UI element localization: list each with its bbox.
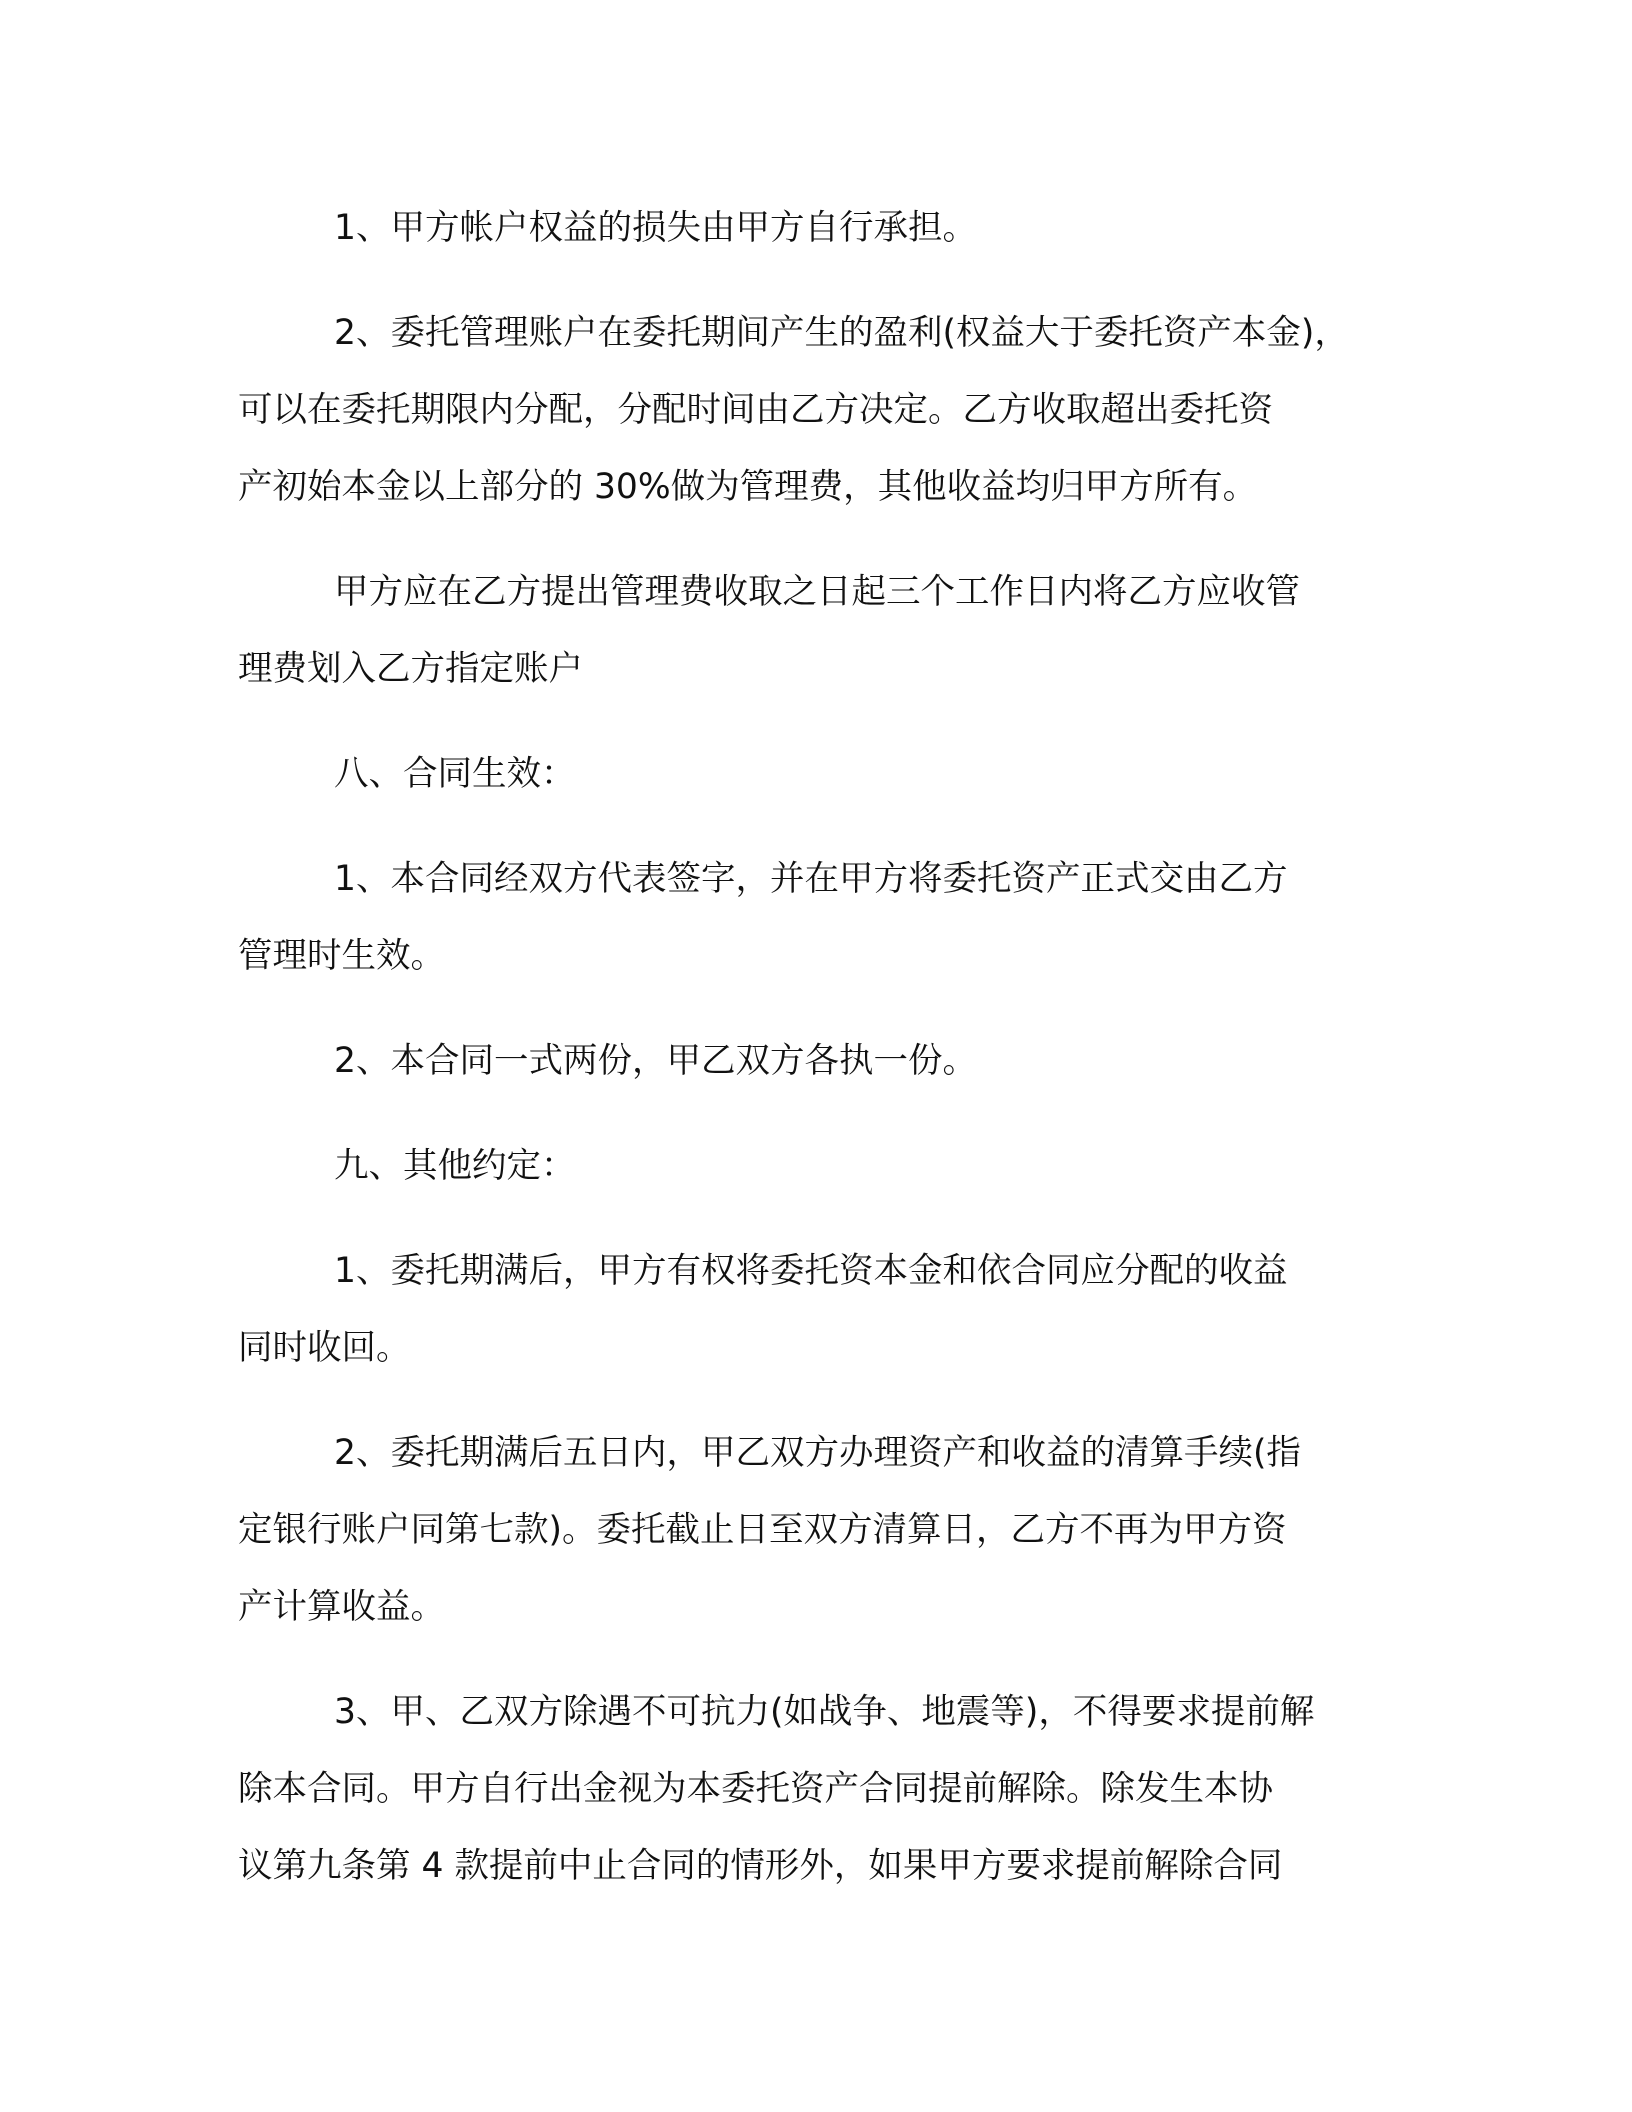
text-line: 理费划入乙方指定账户	[238, 649, 583, 689]
paragraph-3	[238, 554, 1408, 708]
paragraph-10	[238, 1674, 1408, 1905]
text-line: 产计算收益。	[238, 1587, 445, 1627]
paragraph-6	[238, 1023, 1408, 1100]
paragraph-2	[238, 295, 1408, 526]
text-line: 1、委托期满后，甲方有权将委托资本金和依合同应分配的收益	[334, 1251, 1288, 1291]
section-heading-9	[238, 1128, 1408, 1205]
section-heading-8	[238, 736, 1408, 813]
text-line: 除本合同。甲方自行出金视为本委托资产合同提前解除。除发生本协	[238, 1769, 1273, 1809]
text-line: 同时收回。	[238, 1328, 411, 1368]
text-line: 1、本合同经双方代表签字，并在甲方将委托资产正式交由乙方	[334, 859, 1288, 899]
text-line: 八、合同生效：	[334, 754, 576, 794]
paragraph-9	[238, 1415, 1408, 1646]
text-line: 3、甲、乙双方除遇不可抗力(如战争、地震等)，不得要求提前解	[334, 1692, 1315, 1732]
text-line: 可以在委托期限内分配，分配时间由乙方决定。乙方收取超出委托资	[238, 390, 1273, 430]
paragraph-5	[238, 841, 1408, 995]
text-line: 甲方应在乙方提出管理费收取之日起三个工作日内将乙方应收管	[334, 572, 1300, 612]
paragraph-1	[238, 190, 1408, 267]
document-body	[238, 190, 1408, 1933]
paragraph-8	[238, 1233, 1408, 1387]
text-line: 管理时生效。	[238, 936, 445, 976]
text-line: 定银行账户同第七款)。委托截止日至双方清算日，乙方不再为甲方资	[238, 1510, 1287, 1550]
text-line: 1、甲方帐户权益的损失由甲方自行承担。	[334, 208, 977, 248]
text-line: 产初始本金以上部分的 30%做为管理费，其他收益均归甲方所有。	[238, 467, 1258, 507]
text-line: 2、本合同一式两份，甲乙双方各执一份。	[334, 1041, 977, 1081]
text-line: 2、委托管理账户在委托期间产生的盈利(权益大于委托资产本金)，	[334, 313, 1349, 353]
text-line: 议第九条第 4 款提前中止合同的情形外，如果甲方要求提前解除合同	[238, 1846, 1283, 1886]
text-line: 2、委托期满后五日内，甲乙双方办理资产和收益的清算手续(指	[334, 1433, 1301, 1473]
text-line: 九、其他约定：	[334, 1146, 576, 1186]
